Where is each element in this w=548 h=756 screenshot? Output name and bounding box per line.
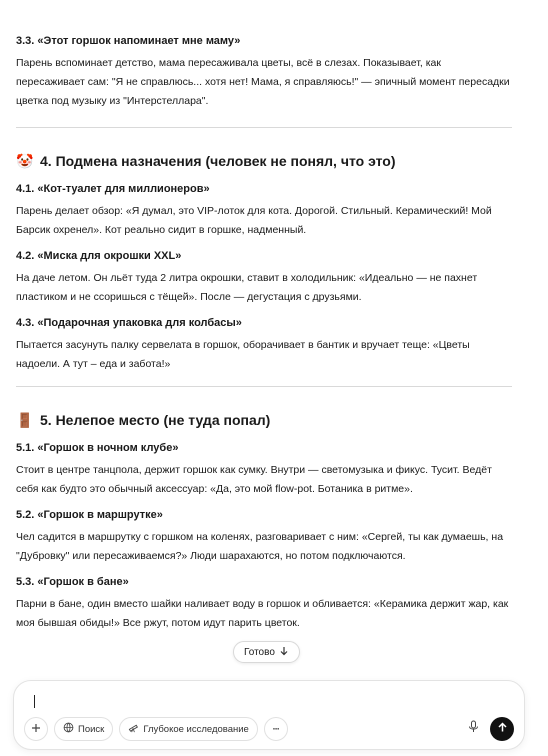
globe-icon [63,722,74,736]
scroll-pill-label: Готово [244,646,275,658]
section-heading-text: 4. Подмена назначения (человек не понял, что это) [40,153,396,169]
text-cursor [34,695,35,708]
section-heading-text: 5. Нелепое место (не туда попал) [40,412,271,428]
search-button[interactable] [54,717,113,741]
item-title: 5.2. «Горшок в маршрутке» [16,509,163,521]
item-text: Пытается засунуть палку сервелата в горшок, оборачивает в бантик и вручает теще: «Цветы надоели. А тут – еда и забота!» [16,339,470,370]
mic-icon [468,720,479,738]
more-icon: ··· [272,723,280,735]
section-5 [16,411,512,633]
scroll-to-bottom-button[interactable] [233,641,300,663]
section-4 [16,152,512,374]
telescope-icon [128,722,139,736]
item-title: 4.3. «Подарочная упаковка для колбасы» [16,317,242,329]
divider [16,386,512,387]
section-heading [16,152,512,170]
chat-message [16,34,512,642]
item-title: 5.1. «Горшок в ночном клубе» [16,442,179,454]
search-button-label: Поиск [78,723,105,735]
arrow-up-icon [497,720,508,738]
item-text: Парни в бане, один вместо шайки наливает воду в горшок и обливается: «Керамика держит жар, как моя бывшая обиды!» Все ржут, потом идут парить цветок. [16,598,509,629]
section-3-tail [16,34,512,111]
item-text: На даче летом. Он льёт туда 2 литра окрошки, ставит в холодильник: «Идеально — не пахнет пластиком и не ссоришься с тёщей». После — дегустация с друзьями. [16,272,478,303]
message-composer [13,680,525,750]
deep-research-label: Глубокое исследование [143,723,249,735]
section-heading [16,411,512,429]
item-text: Парень делает обзор: «Я думал, это VIP-лоток для кота. Дорогой. Стильный. Керамический! Мой Барсик охренел». Кот реально сидит в горшке, надменный. [16,205,492,236]
voice-input-button[interactable] [462,718,484,740]
send-button[interactable] [490,717,514,741]
item-text: Стоит в центре танцпола, держит горшок как сумку. Внутри — светомузыка и фикус. Тусит. Ведёт себя как будто это обычный аксессуар: «Да, это мой flow-pot. Ботаника в ритме». [16,464,492,495]
item-title: 4.2. «Миска для окрошки XXL» [16,250,182,262]
item-title: 4.1. «Кот-туалет для миллионеров» [16,183,210,195]
composer-toolbar [24,717,514,741]
plus-icon [31,723,41,736]
door-emoji-icon: 🚪 [16,412,34,428]
more-options-button[interactable] [264,717,288,741]
arrow-down-icon [279,646,289,659]
deep-research-button[interactable] [119,717,258,741]
divider [16,127,512,128]
item-text: Чел садится в маршрутку с горшком на коленях, разговаривает с ним: «Сергей, ты как думаешь, на "Дубровку" или пересаживаемся?» Люди шарахаются, но потом подключаются. [16,531,504,562]
item-text: Парень вспоминает детство, мама пересаживала цветы, всё в слезах. Показывает, как пересаживает сам: "Я не справлюсь... хотя нет! Мама, я справляюсь!" — эпичный момент пересадки цветка под музыку из "Интерстеллара". [16,57,510,107]
add-button[interactable] [24,717,48,741]
item-title: 5.3. «Горшок в бане» [16,576,129,588]
item-title: 3.3. «Этот горшок напоминает мне маму» [16,35,241,47]
clown-emoji-icon: 🤡 [16,153,34,169]
